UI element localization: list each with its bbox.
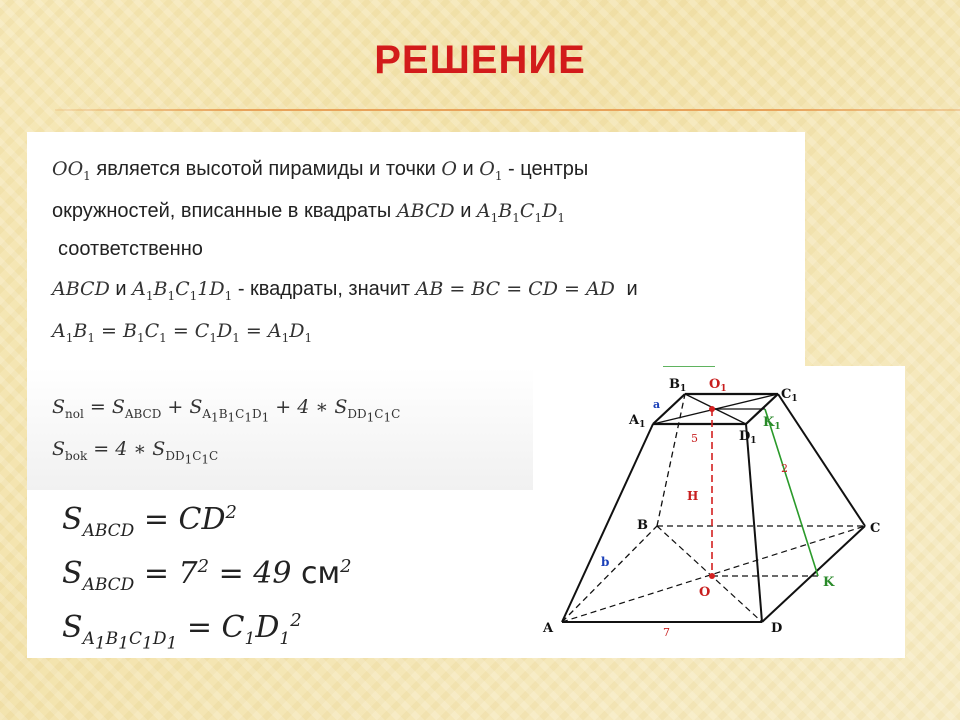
apothem-KK1 — [765, 409, 818, 576]
label-D1: $D_1$ — [739, 429, 757, 446]
text-l2-and: и — [460, 200, 472, 222]
label-K1: $K_1$ — [763, 415, 781, 432]
title-divider — [55, 109, 960, 111]
figure-panel — [533, 366, 905, 658]
formula-s-pol: $S_{nol} = S_{ABCD} + S_{A_1B_1C_1D_1} + 4$ ∗ $S_{DD_1C_1C}$ — [52, 396, 401, 425]
text-l4-c: и — [626, 278, 638, 300]
formula-eq-top: $A_1B_1 = B_1C_1 = C_1D_1 = A_1D_1$ — [52, 320, 313, 345]
text-l1-a: является высотой пирамиды и точки — [96, 158, 436, 180]
text-line-2 — [52, 200, 565, 225]
point-O — [709, 573, 715, 579]
label-2: 2 — [781, 462, 788, 475]
formula-o: O — [441, 158, 457, 180]
point-O1 — [709, 406, 715, 412]
formula-abcd-2: ABCD — [52, 278, 110, 300]
text-line-4 — [52, 278, 638, 303]
label-H: H — [687, 489, 699, 503]
formula-o1: $O_1$ — [479, 158, 503, 183]
truncated-pyramid-figure — [533, 366, 905, 658]
formula-f1: $S_{ABCD} = CD^2$ — [62, 502, 237, 541]
edge-DD1 — [746, 424, 762, 622]
text-l1-and: и — [462, 158, 474, 180]
diag-BD — [657, 526, 762, 622]
f2-result: 49 — [253, 556, 292, 591]
formula-f3: $S_{A_1B_1C_1D_1} = C_1D_1^2$ — [62, 610, 302, 654]
formula-eq-sides: AB = BC = CD = AD — [415, 278, 615, 300]
label-B1: $B_1$ — [669, 377, 687, 394]
formula-a1b1c1d1: $A_1B_1C_1D_1$ — [476, 200, 565, 225]
text-line-3: соответственно — [58, 238, 203, 260]
label-a: a — [653, 398, 661, 411]
text-line-1 — [52, 158, 588, 183]
formula-s-bok: $S_{bok} = 4$ ∗ $S_{DD_1C_1C}$ — [52, 438, 219, 467]
formula-a1b1c11d1: $A_1B_1C_11D_1$ — [132, 278, 233, 303]
label-A: A — [543, 621, 554, 636]
label-B: B — [637, 518, 648, 533]
f2-value: 7 — [178, 556, 198, 591]
label-O1: $O_1$ — [709, 377, 727, 394]
label-O: O — [699, 585, 711, 600]
label-C1: $C_1$ — [781, 387, 798, 404]
formula-oo1: $OO_1$ — [52, 158, 91, 183]
label-7: 7 — [663, 626, 670, 639]
explanation-panel-shade — [27, 368, 537, 490]
text-l1-b: - центры — [508, 158, 589, 180]
formula-f2: $S_{ABCD} = 7^2 = 49$ $см^2$ — [62, 556, 352, 595]
edge-BB1-hidden — [657, 394, 685, 526]
label-5: 5 — [691, 432, 698, 445]
page-title: РЕШЕНИЕ — [374, 38, 586, 82]
text-l4-and: и — [115, 278, 127, 300]
edge-AB-hidden — [562, 526, 657, 622]
label-b: b — [601, 555, 610, 569]
formula-abcd: ABCD — [396, 200, 455, 222]
label-K: K — [823, 575, 835, 590]
f2-unit: см — [301, 556, 341, 591]
text-l4-b: - квадраты, значит — [237, 278, 411, 300]
edge-CC1 — [778, 394, 865, 526]
edge-DC — [762, 526, 865, 622]
label-D: D — [771, 621, 783, 636]
label-A1: $A_1$ — [629, 413, 646, 430]
label-C: C — [870, 521, 881, 536]
text-l2-a: окружностей, вписанные в квадраты — [52, 200, 392, 222]
